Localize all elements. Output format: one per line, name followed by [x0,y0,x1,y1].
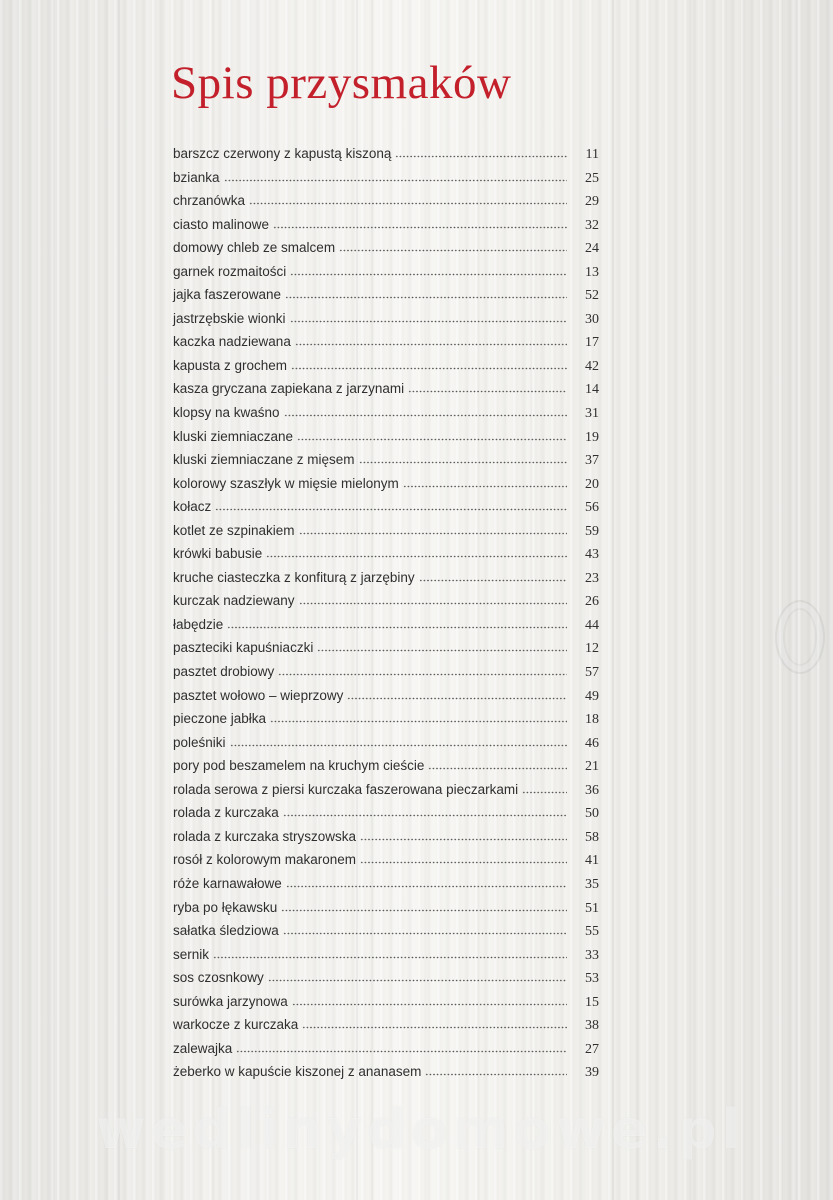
entry-name: zalewajka [173,1040,233,1056]
entry-page-number: 51 [585,900,599,916]
entry-name: rolada z kurczaka [173,805,279,821]
dot-leader [291,367,567,370]
toc-entry[interactable] [173,193,599,217]
dot-leader [227,626,567,629]
entry-name: kolorowy szaszłyk w mięsie mielonym [173,475,399,491]
entry-name: kasza gryczana zapiekana z jarzynami [173,381,405,397]
entry-name: ryba po łękawsku [173,899,278,915]
entry-name: poleśniki [173,734,226,750]
toc-entry[interactable] [173,805,599,829]
dot-leader [299,532,567,535]
toc-entry[interactable] [173,758,599,782]
toc-entry[interactable] [173,570,599,594]
dot-leader [215,508,567,511]
entry-page-number: 56 [585,500,599,516]
entry-page-number: 43 [585,547,599,563]
dot-leader [236,1050,567,1053]
entry-name: ciasto malinowe [173,216,270,232]
toc-entry[interactable] [173,711,599,735]
entry-page-number: 55 [585,924,599,940]
dot-leader [290,273,567,276]
entry-page-number: 32 [585,217,599,233]
dot-leader [395,155,567,158]
dot-leader [270,720,567,723]
entry-name: kołacz [173,499,212,515]
dot-leader [268,979,567,982]
dot-leader [425,1073,567,1076]
entry-page-number: 50 [585,806,599,822]
entry-page-number: 12 [585,641,599,657]
dot-leader [339,249,567,252]
entry-name: kluski ziemniaczane [173,428,294,444]
dot-leader [283,814,567,817]
entry-name: pasztet drobiowy [173,664,275,680]
toc-entry[interactable] [173,852,599,876]
entry-page-number: 46 [585,735,599,751]
dot-leader [292,1003,567,1006]
entry-name: paszteciki kapuśniaczki [173,640,314,656]
entry-page-number: 30 [585,311,599,327]
dot-leader [359,461,567,464]
entry-name: pieczone jabłka [173,711,267,727]
entry-name: klopsy na kwaśno [173,405,280,421]
dot-leader [419,579,567,582]
entry-page-number: 37 [585,453,599,469]
dot-leader [285,296,567,299]
entry-page-number: 21 [585,759,599,775]
toc-entry[interactable] [173,476,599,500]
entry-page-number: 31 [585,406,599,422]
entry-page-number: 49 [585,688,599,704]
dot-leader [273,226,567,229]
entry-page-number: 27 [585,1041,599,1057]
entry-name: rosół z kolorowym makaronem [173,852,357,868]
toc-entry[interactable] [173,240,599,264]
dot-leader [299,602,567,605]
toc-entry[interactable] [173,311,599,335]
dot-leader [283,932,567,935]
entry-name: pory pod beszamelem na kruchym cieście [173,758,425,774]
toc-entry[interactable] [173,546,599,570]
toc-entry[interactable] [173,381,599,405]
dot-leader [295,343,567,346]
dot-leader [403,485,567,488]
watermark: wedlinydomowe.pl [96,1098,746,1161]
entry-name: surówka jarzynowa [173,993,288,1009]
entry-page-number: 23 [585,570,599,586]
page-title: Spis przysmaków [171,57,512,109]
entry-page-number: 13 [585,264,599,280]
entry-page-number: 59 [585,523,599,539]
dot-leader [213,956,567,959]
entry-name: kluski ziemniaczane z mięsem [173,452,355,468]
entry-name: róże karnawałowe [173,875,282,891]
dot-leader [360,861,567,864]
entry-page-number: 35 [585,876,599,892]
entry-name: barszcz czerwony z kapustą kiszoną [173,146,392,161]
entry-name: sernik [173,946,210,962]
entry-page-number: 42 [585,358,599,374]
dot-leader [224,179,567,182]
entry-name: sos czosnkowy [173,970,264,986]
entry-page-number: 14 [585,382,599,398]
toc-entry[interactable] [173,1017,599,1041]
entry-page-number: 44 [585,617,599,633]
dot-leader [347,697,567,700]
entry-name: kurczak nadziewany [173,593,295,609]
entry-page-number: 19 [585,429,599,445]
entry-name: garnek rozmaitości [173,263,287,279]
dot-leader [297,438,567,441]
entry-page-number: 15 [585,994,599,1010]
toc-entry[interactable] [173,782,599,806]
dot-leader [290,320,567,323]
entry-name: jastrzębskie wionki [173,310,286,326]
entry-name: sałatka śledziowa [173,923,279,939]
entry-page-number: 18 [585,712,599,728]
toc-entry[interactable] [173,429,599,453]
toc-entry[interactable] [173,970,599,994]
entry-name: kaczka nadziewana [173,334,291,350]
entry-page-number: 33 [585,947,599,963]
entry-page-number: 26 [585,594,599,610]
dot-leader [284,414,567,417]
toc-entry[interactable] [173,170,599,194]
toc-entry[interactable] [173,900,599,924]
toc-entry[interactable] [173,287,599,311]
entry-name: żeberko w kapuście kiszonej z ananasem [173,1064,422,1080]
table-of-contents [173,146,599,1088]
toc-entry[interactable] [173,499,599,523]
entry-name: kotlet ze szpinakiem [173,522,295,538]
dot-leader [302,1026,567,1029]
entry-name: domowy chleb ze smalcem [173,240,336,256]
dot-leader [522,791,567,794]
toc-entry[interactable] [173,876,599,900]
entry-name: pasztet wołowo – wieprzowy [173,687,344,703]
toc-entry[interactable] [173,829,599,853]
toc-entry[interactable] [173,405,599,429]
entry-name: krówki babusie [173,546,263,562]
toc-entry[interactable] [173,146,599,170]
dot-leader [408,390,567,393]
entry-page-number: 52 [585,288,599,304]
toc-entry[interactable] [173,617,599,641]
entry-name: kapusta z grochem [173,357,288,373]
entry-name: warkocze z kurczaka [173,1017,299,1033]
toc-entry[interactable] [173,947,599,971]
dot-leader [230,744,567,747]
entry-name: bzianka [173,169,220,185]
toc-entry[interactable] [173,664,599,688]
dot-leader [286,885,567,888]
entry-page-number: 20 [585,476,599,492]
toc-entry[interactable] [173,994,599,1018]
entry-page-number: 29 [585,194,599,210]
toc-entry[interactable] [173,217,599,241]
entry-page-number: 11 [585,147,599,162]
toc-entry[interactable] [173,452,599,476]
toc-entry[interactable] [173,640,599,664]
toc-entry[interactable] [173,334,599,358]
toc-entry[interactable] [173,1041,599,1065]
dot-leader [317,649,567,652]
entry-page-number: 39 [585,1065,599,1081]
toc-entry[interactable] [173,593,599,617]
entry-page-number: 36 [585,782,599,798]
dot-leader [281,909,567,912]
entry-page-number: 38 [585,1018,599,1034]
entry-name: chrzanówka [173,193,246,209]
toc-entry[interactable] [173,735,599,759]
entry-page-number: 58 [585,829,599,845]
entry-name: jajka faszerowane [173,287,282,303]
toc-entry[interactable] [173,264,599,288]
entry-name: rolada z kurczaka stryszowska [173,828,357,844]
dot-leader [266,555,567,558]
entry-page-number: 25 [585,170,599,186]
dot-leader [249,202,567,205]
entry-name: rolada serowa z piersi kurczaka faszerowana pieczarkami [173,781,519,797]
dot-leader [360,838,567,841]
entry-page-number: 53 [585,971,599,987]
dot-leader [428,767,567,770]
entry-page-number: 57 [585,665,599,681]
toc-entry[interactable] [173,688,599,712]
entry-name: łabędzie [173,616,224,632]
entry-page-number: 24 [585,241,599,257]
entry-page-number: 17 [585,335,599,351]
toc-entry[interactable] [173,358,599,382]
entry-page-number: 41 [585,853,599,869]
toc-entry[interactable] [173,923,599,947]
dot-leader [278,673,567,676]
toc-entry[interactable] [173,523,599,547]
entry-name: kruche ciasteczka z konfiturą z jarzębiny [173,569,415,585]
toc-entry[interactable] [173,1064,599,1088]
